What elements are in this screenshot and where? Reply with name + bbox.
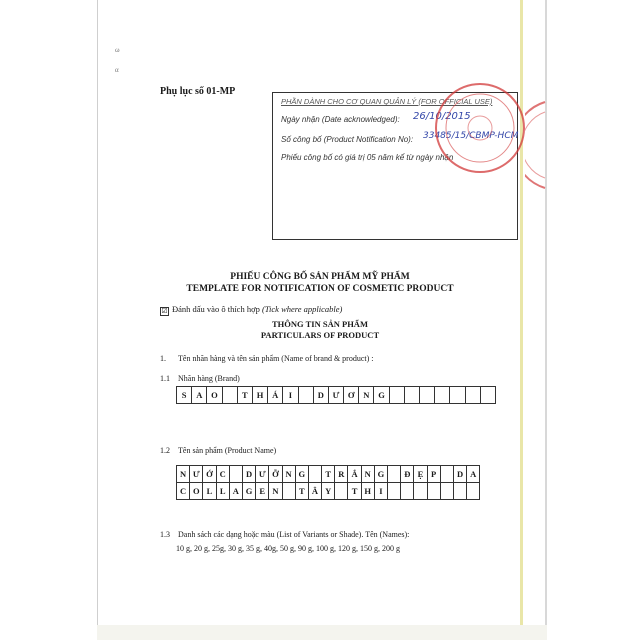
grid-cell <box>480 387 495 404</box>
appendix-label: Phụ lục số 01-MP <box>160 86 236 97</box>
section-title-vn: THÔNG TIN SẢN PHẨM <box>272 319 368 329</box>
grid-cell <box>420 387 435 404</box>
grid-cell <box>467 483 480 500</box>
grid-cell: Ỡ <box>269 466 282 483</box>
grid-cell <box>389 387 404 404</box>
grid-cell: E <box>256 483 269 500</box>
grid-cell: O <box>190 483 203 500</box>
tick-instruction <box>160 304 342 316</box>
grid-cell: C <box>216 466 229 483</box>
grid-cell: N <box>361 466 374 483</box>
brand-grid <box>176 386 496 404</box>
grid-cell: P <box>427 466 440 483</box>
grid-row <box>177 466 480 483</box>
grid-cell <box>404 387 419 404</box>
grid-cell <box>440 466 453 483</box>
grid-cell: H <box>361 483 374 500</box>
item-1-number: 1. <box>160 354 166 363</box>
item-1-text: Tên nhãn hàng và tên sản phẩm (Name of brand & product) : <box>178 354 374 363</box>
grid-cell: A <box>192 387 207 404</box>
grid-cell: Ơ <box>344 387 359 404</box>
grid-cell <box>453 483 466 500</box>
section-title-en: PARTICULARS OF PRODUCT <box>260 330 380 340</box>
grid-cell: D <box>313 387 328 404</box>
grid-cell: G <box>374 466 387 483</box>
grid-cell: A <box>229 483 242 500</box>
grid-cell <box>229 466 242 483</box>
grid-cell <box>427 483 440 500</box>
grid-cell: L <box>203 483 216 500</box>
grid-cell <box>414 483 427 500</box>
grid-cell: Ớ <box>203 466 216 483</box>
grid-cell: Ư <box>328 387 343 404</box>
grid-cell: T <box>295 483 308 500</box>
partial-stamp <box>525 100 547 190</box>
grid-cell <box>388 466 401 483</box>
item-1-3-text: Danh sách các dạng hoặc màu (List of Variants or Shade). Tên (Names): <box>178 530 410 539</box>
grid-cell: Ắ <box>348 466 361 483</box>
grid-cell <box>440 483 453 500</box>
item-1-3-number: 1.3 <box>160 530 170 539</box>
grid-cell: L <box>216 483 229 500</box>
grid-cell: Đ <box>401 466 414 483</box>
official-stamp <box>430 78 530 178</box>
page-bottom-strip <box>97 625 547 640</box>
grid-cell <box>388 483 401 500</box>
grid-cell: G <box>242 483 255 500</box>
grid-cell: T <box>348 483 361 500</box>
grid-cell: I <box>374 483 387 500</box>
tick-text-vn: Đánh dấu vào ô thích hợp <box>172 304 260 314</box>
variants-list: 10 g, 20 g, 25g, 30 g, 35 g, 40g, 50 g, 90 g, 100 g, 120 g, 150 g, 200 g <box>176 544 400 553</box>
product-grid <box>176 465 480 500</box>
validity-note: Phiếu công bố có giá trị 05 năm kể từ ngày nhận <box>281 153 454 162</box>
grid-cell: Y <box>322 483 335 500</box>
grid-cell: T <box>237 387 252 404</box>
grid-cell: O <box>207 387 222 404</box>
grid-cell <box>222 387 237 404</box>
grid-row <box>177 483 480 500</box>
grid-cell: N <box>359 387 374 404</box>
grid-cell <box>401 483 414 500</box>
notification-number-label: Số công bố (Product Notification No): <box>281 135 414 144</box>
official-use-header: PHẦN DÀNH CHO CƠ QUAN QUẢN LÝ (FOR OFFICIAL USE) <box>281 97 493 106</box>
grid-cell <box>435 387 450 404</box>
grid-cell: R <box>335 466 348 483</box>
grid-cell: H <box>252 387 267 404</box>
grid-cell: I <box>283 387 298 404</box>
date-acknowledged-label: Ngày nhận (Date acknowledged): <box>281 115 400 124</box>
grid-cell <box>465 387 480 404</box>
item-1-1-text: Nhãn hàng (Brand) <box>178 374 240 383</box>
margin-mark: α <box>115 66 119 74</box>
grid-cell: S <box>177 387 192 404</box>
date-acknowledged-value: 26/10/2015 <box>413 111 471 122</box>
title-vietnamese: PHIẾU CÔNG BỐ SẢN PHẨM MỸ PHẨM <box>230 272 410 282</box>
grid-cell <box>308 466 321 483</box>
grid-cell: C <box>177 483 190 500</box>
grid-cell: T <box>322 466 335 483</box>
grid-cell: Á <box>268 387 283 404</box>
tick-text-en: (Tick where applicable) <box>261 304 343 314</box>
grid-cell: Â <box>308 483 321 500</box>
item-1-2-number: 1.2 <box>160 446 170 455</box>
grid-row <box>177 387 496 404</box>
grid-cell: A <box>467 466 480 483</box>
grid-cell: N <box>282 466 295 483</box>
checkbox-icon: ☑ <box>161 307 168 315</box>
grid-cell: Ư <box>190 466 203 483</box>
grid-cell <box>282 483 295 500</box>
grid-cell: Ẹ <box>414 466 427 483</box>
grid-cell: G <box>295 466 308 483</box>
grid-cell: N <box>269 483 282 500</box>
grid-cell: D <box>242 466 255 483</box>
grid-cell: G <box>374 387 389 404</box>
grid-cell <box>335 483 348 500</box>
grid-cell: D <box>453 466 466 483</box>
item-1-1-number: 1.1 <box>160 374 170 383</box>
notification-number-value: 33485/15/CBMP-HCM <box>423 131 519 141</box>
margin-mark: ω <box>115 46 120 54</box>
grid-cell <box>298 387 313 404</box>
grid-cell: Ư <box>256 466 269 483</box>
grid-cell <box>450 387 465 404</box>
item-1-2-text: Tên sản phẩm (Product Name) <box>178 446 277 455</box>
grid-cell: N <box>177 466 190 483</box>
title-english: TEMPLATE FOR NOTIFICATION OF COSMETIC PRODUCT <box>186 284 454 294</box>
